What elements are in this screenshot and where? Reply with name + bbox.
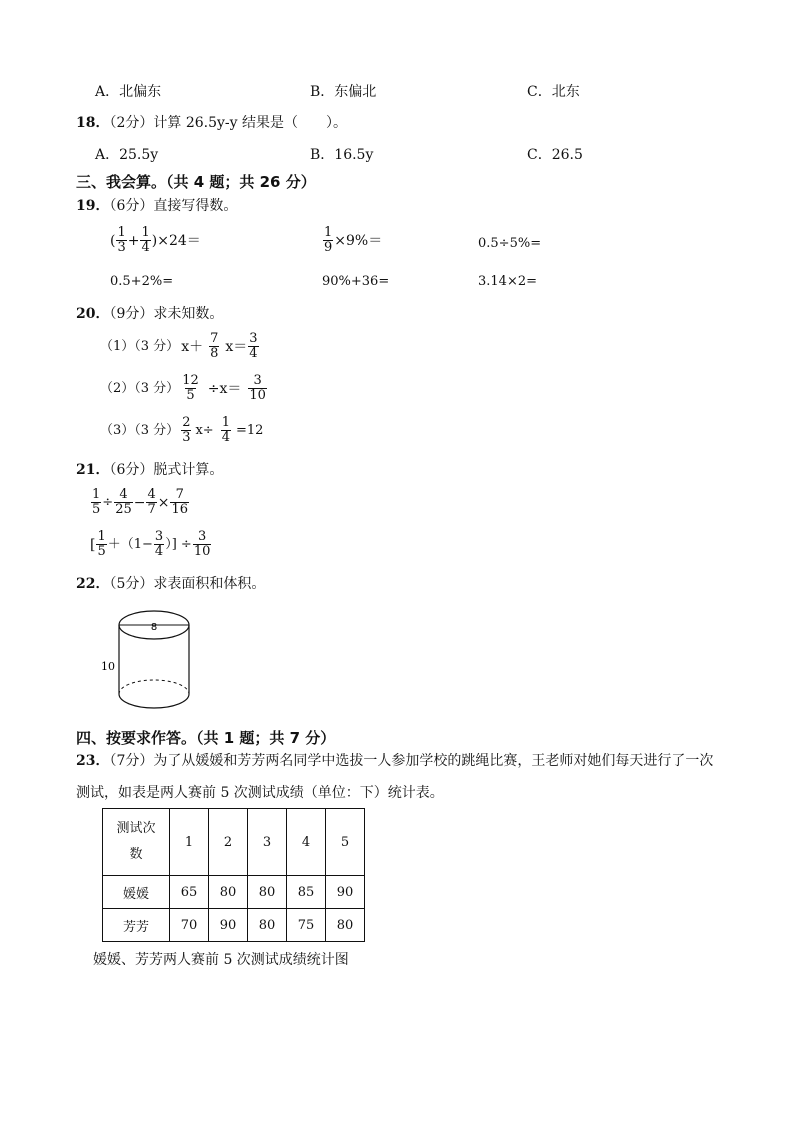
fraction: $\frac{3}{10}$: [193, 529, 211, 559]
expr-text: =12: [235, 422, 264, 438]
fraction: $\frac{4}{7}$: [147, 487, 156, 517]
q20-number: 20．: [76, 306, 110, 322]
section-3-title: 三、我会算。（共 4 题；共 26 分）: [76, 173, 316, 191]
q19-text: 直接写得数。: [153, 198, 238, 214]
q17-option-b: B．东偏北: [310, 84, 377, 100]
q20-part-2: [100, 374, 268, 403]
expr-text: ÷x＝: [207, 380, 242, 397]
q20-score: （9分）: [109, 306, 154, 322]
fraction: $\frac{1}{5}$: [92, 487, 101, 517]
q23-text-1: 为了从媛媛和芳芳两名同学中选拔一人参加学校的跳绳比赛，王老师对她们每天进行了一次: [153, 753, 714, 769]
fraction: $\frac{3}{4}$: [249, 331, 258, 361]
fraction: $\frac{12}{5}$: [182, 373, 199, 403]
section-4-title: 四、按要求作答。（共 1 题；共 7 分）: [76, 729, 336, 747]
operator: ÷: [102, 494, 114, 510]
q19-score: （6分）: [109, 198, 154, 214]
q19-expr-3: 0.5÷5%=: [478, 236, 542, 251]
q21-text: 脱式计算。: [153, 462, 224, 478]
q18-number: 18．: [76, 115, 110, 131]
table-cell: 80: [248, 876, 287, 909]
expr-text: x÷: [195, 422, 214, 438]
table-row: [103, 909, 365, 942]
q22-text: 求表面积和体积。: [153, 576, 266, 592]
table-header-cell: 1: [170, 809, 209, 876]
fraction: $\frac{1}{9}$: [324, 225, 333, 255]
q22-score: （5分）: [109, 576, 154, 592]
q21-number: 21．: [76, 462, 110, 478]
fraction: $\frac{1}{4}$: [141, 225, 150, 255]
q20-stem: [76, 305, 223, 323]
table-header-cell: 4: [287, 809, 326, 876]
q18-text: 计算 26.5y-y 结果是（ ）。: [153, 115, 348, 131]
table-cell: 媛媛: [103, 876, 170, 909]
q19-expr-1: [110, 226, 201, 255]
q20-part-1: [100, 332, 260, 361]
cylinder-figure: [95, 602, 205, 717]
fraction: $\frac{3}{10}$: [249, 373, 266, 403]
table-header-row: [103, 809, 365, 876]
plus-sign: +: [127, 232, 140, 249]
height-label: 10: [101, 660, 115, 673]
table-header-cell: 测试次数: [103, 809, 170, 876]
part-label: （1）（3 分）: [100, 338, 180, 354]
q18-option-c: C．26.5: [527, 147, 583, 163]
table-cell: 90: [326, 876, 365, 909]
table-cell: 80: [248, 909, 287, 942]
fraction: $\frac{1}{3}$: [117, 225, 126, 255]
q17-option-c: C．北东: [527, 84, 580, 100]
score-table: [102, 808, 365, 942]
table-cell: 75: [287, 909, 326, 942]
q18-option-a: A．25.5y: [95, 147, 159, 163]
q18-stem: [76, 114, 347, 132]
table-cell: 80: [326, 909, 365, 942]
q21-stem: [76, 461, 223, 479]
expr-tail: ×9%＝: [334, 232, 383, 249]
q23-number: 23．: [76, 753, 110, 769]
bracket-open: [: [90, 536, 96, 553]
table-header-cell: 3: [248, 809, 287, 876]
fraction: $\frac{7}{8}$: [210, 331, 219, 361]
q19-number: 19．: [76, 198, 110, 214]
table-cell: 80: [209, 876, 248, 909]
q20-part-3: [100, 416, 263, 445]
part-label: （3）（3 分）: [100, 422, 180, 438]
q23-stem-line-2: 测试，如表是两人赛前 5 次测试成绩（单位：下）统计表。: [76, 785, 444, 801]
operator: −: [133, 494, 146, 511]
diameter-label: 8: [150, 622, 158, 633]
table-cell: 85: [287, 876, 326, 909]
table-cell: 90: [209, 909, 248, 942]
fraction: $\frac{1}{5}$: [97, 529, 106, 559]
q21-line-2: [90, 530, 212, 559]
fraction: $\frac{3}{4}$: [154, 529, 164, 559]
q23-stem-line-1: [76, 752, 713, 770]
q22-stem: [76, 575, 265, 593]
expr-text: ＋（1−: [107, 536, 153, 552]
table-cell: 芳芳: [103, 909, 170, 942]
q22-number: 22．: [76, 576, 110, 592]
part-label: （2）（3 分）: [100, 380, 180, 396]
q18-score: （2分）: [109, 115, 154, 131]
q19-expr-4: 0.5+2%=: [110, 274, 174, 289]
q17-option-a: A．北偏东: [95, 84, 162, 100]
fraction: $\frac{4}{25}$: [115, 487, 132, 517]
fraction: $\frac{1}{4}$: [221, 415, 230, 445]
q19-expr-6: 3.14×2=: [478, 274, 538, 289]
paren-open: (: [110, 232, 116, 249]
expr-text: x＝: [225, 338, 248, 355]
q23-score: （7分）: [109, 753, 154, 769]
expr-text: x＋: [181, 338, 204, 355]
q18-option-b: B．16.5y: [310, 147, 374, 163]
table-cell: 65: [170, 876, 209, 909]
fraction: $\frac{2}{3}$: [182, 415, 191, 445]
fraction: $\frac{7}{16}$: [171, 487, 189, 517]
expr-text: ）] ÷: [165, 536, 192, 552]
q20-text: 求未知数。: [153, 306, 224, 322]
q19-expr-5: 90%+36=: [322, 274, 390, 289]
chart-caption: 媛媛、芳芳两人赛前 5 次测试成绩统计图: [93, 952, 349, 968]
expr-tail: )×24＝: [151, 232, 201, 249]
operator: ×: [157, 494, 170, 511]
q19-stem: [76, 197, 237, 215]
q21-line-1: [90, 488, 190, 517]
q19-expr-2: [322, 226, 382, 255]
table-header-cell: 2: [209, 809, 248, 876]
table-header-cell: 5: [326, 809, 365, 876]
table-cell: 70: [170, 909, 209, 942]
table-row: [103, 876, 365, 909]
q21-score: （6分）: [109, 462, 154, 478]
